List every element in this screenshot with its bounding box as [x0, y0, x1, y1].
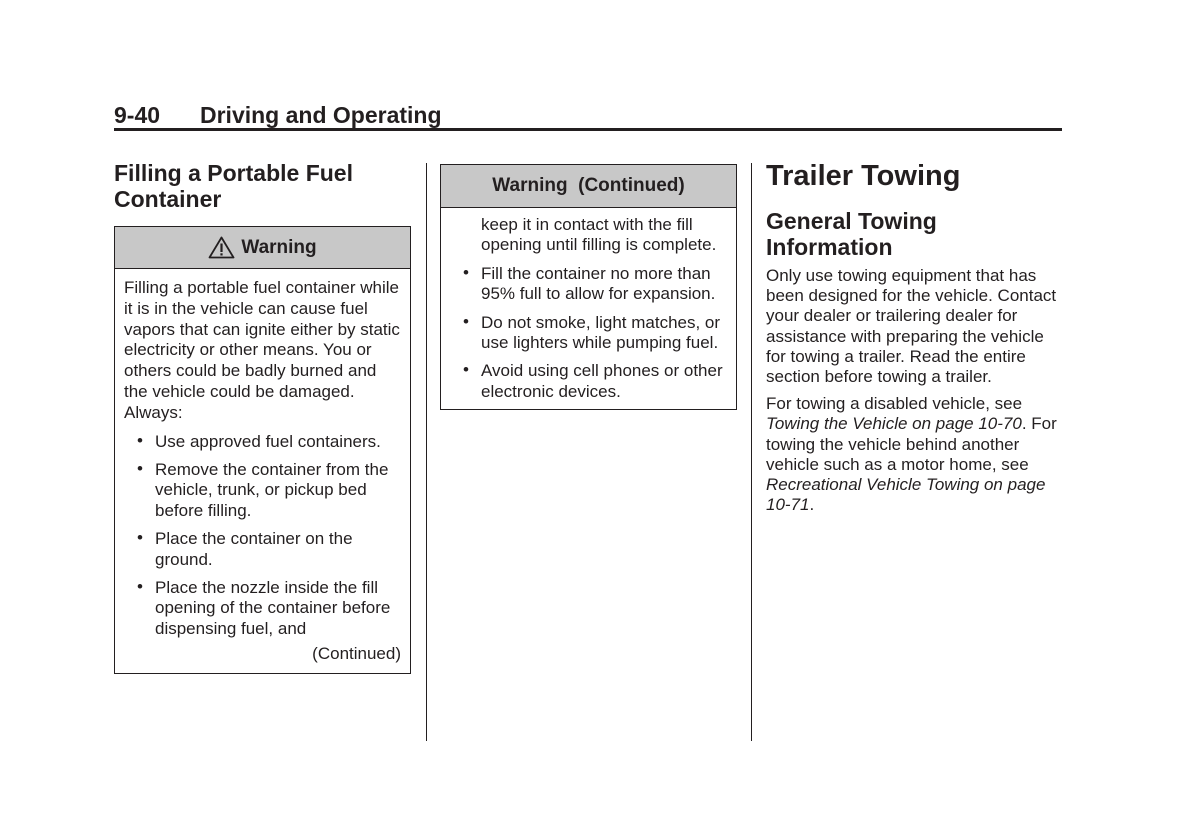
recreational-towing-link[interactable]: Recreational Vehicle Towing on page 10-71	[766, 475, 1046, 515]
list-item: • Use approved fuel containers.	[137, 430, 381, 451]
warning-bullet-list	[450, 264, 727, 402]
warning-body	[115, 269, 410, 673]
warning-header	[441, 165, 736, 208]
continued-label: (Continued)	[312, 644, 401, 664]
warning-intro: Filling a portable fuel container while it is in the vehicle can cause fuel vapors that can ignite either by static electricity or other means. You or others could be badly burned and the vehicle could be damaged. Always:	[124, 278, 400, 422]
column-divider	[751, 163, 752, 741]
warning-continuation: keep it in contact with the fill opening until filling is complete.	[481, 215, 717, 255]
left-column	[114, 160, 411, 674]
towing-reference-paragraph: For towing a disabled vehicle, see Towing the Vehicle on page 10-70. For towing the vehicle behind another vehicle such as a motor home, see Recreational Vehicle Towing on page 10-71.	[766, 394, 1057, 515]
warning-bullet-list	[124, 432, 401, 640]
list-item: • Place the container on the ground.	[137, 528, 353, 569]
fuel-container-heading: Filling a Portable Fuel Container	[114, 160, 353, 212]
warning-box	[114, 226, 411, 674]
list-item: • Remove the container from the vehicle, trunk, or pickup bed before filling.	[137, 458, 389, 520]
warning-body	[441, 208, 736, 409]
towing-paragraph: Only use towing equipment that has been designed for the vehicle. Contact your dealer or trailering dealer for assistance with preparing the vehicle for towing a trailer. Read the entire section before towing a trailer.	[766, 266, 1057, 387]
towing-vehicle-link[interactable]: Towing the Vehicle on page 10-70	[766, 414, 1022, 434]
warning-triangle-icon	[208, 236, 235, 259]
warning-title: Warning	[241, 236, 317, 258]
list-item: • Fill the container no more than 95% full to allow for expansion.	[463, 262, 716, 304]
section-title: Driving and Operating	[200, 102, 442, 128]
general-towing-heading: General Towing Information	[766, 208, 937, 260]
trailer-towing-heading: Trailer Towing	[766, 160, 961, 192]
list-item: • Avoid using cell phones or other electronic devices.	[463, 360, 723, 401]
page-header	[114, 101, 1062, 131]
warning-header	[115, 227, 410, 269]
right-column	[766, 160, 1066, 515]
warning-title: Warning (Continued)	[492, 175, 685, 196]
warning-box-continued	[440, 164, 737, 410]
header-rule	[114, 128, 1062, 131]
middle-column	[440, 164, 737, 410]
page-number: 9-40	[114, 102, 161, 128]
list-item: • Place the nozzle inside the fill opening of the container before dispensing fuel, and	[137, 577, 391, 638]
column-divider	[426, 163, 427, 741]
list-item: • Do not smoke, light matches, or use lighters while pumping fuel.	[463, 311, 721, 353]
